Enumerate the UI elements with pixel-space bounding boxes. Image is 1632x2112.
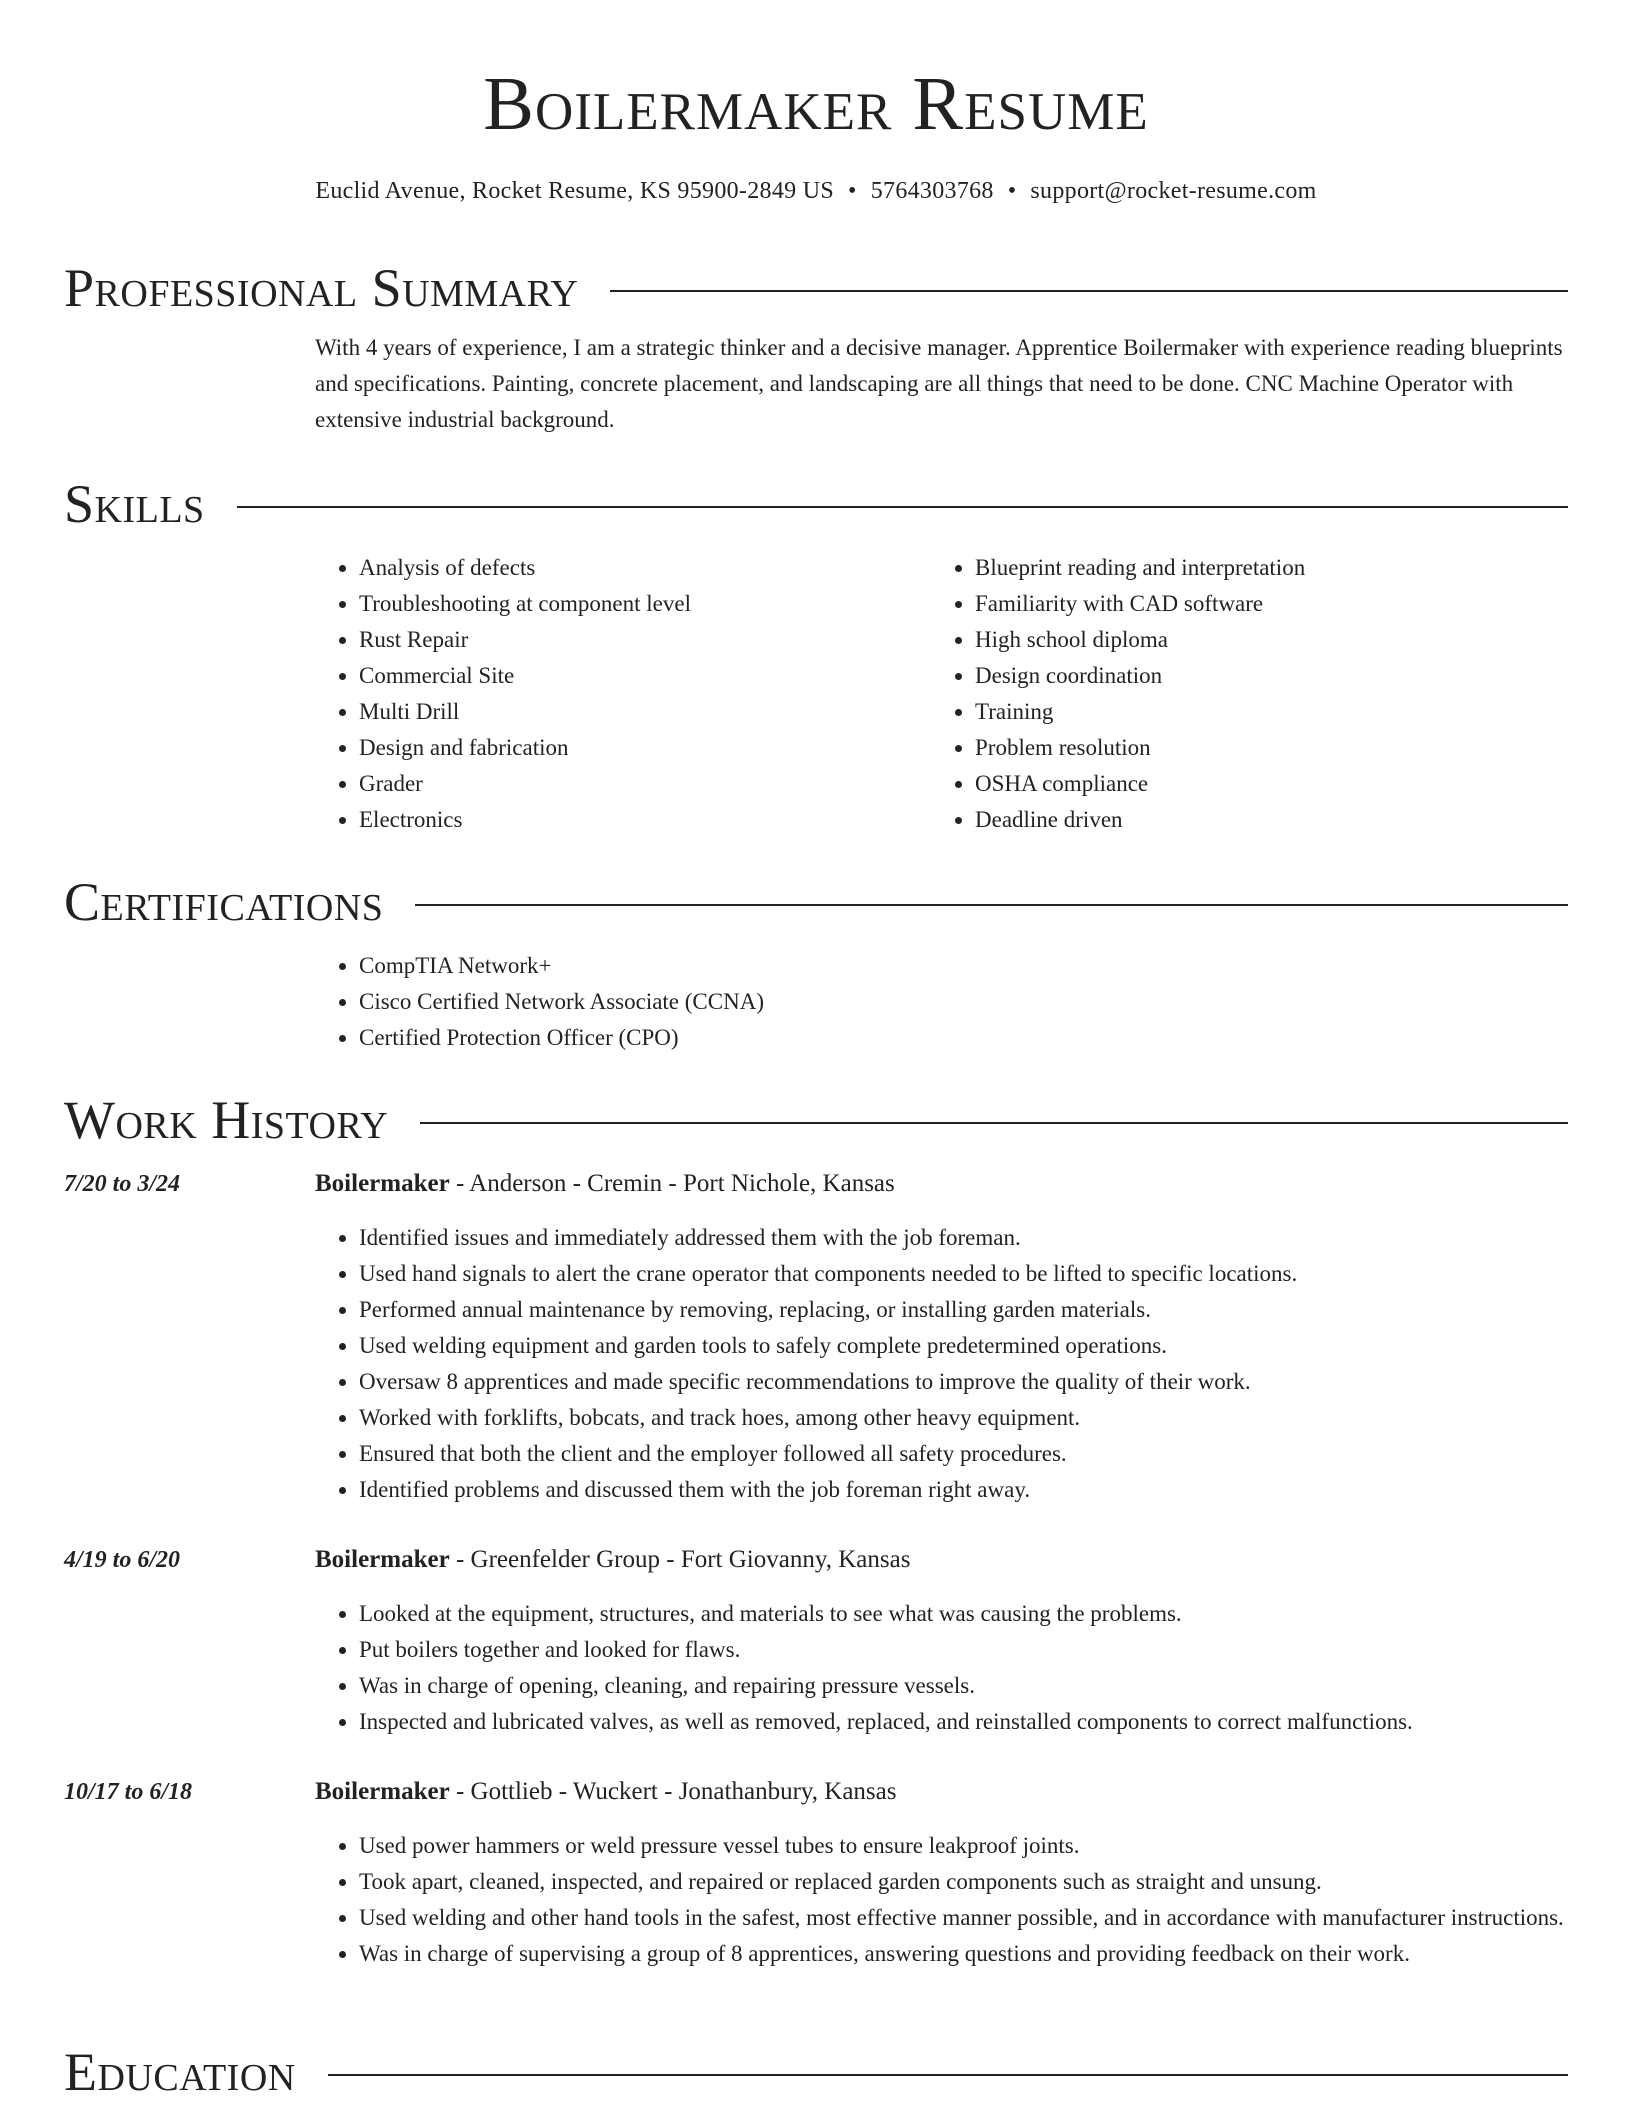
separator: • bbox=[1007, 178, 1017, 204]
resume-title: Boilermaker Resume bbox=[483, 62, 1149, 146]
section-header bbox=[64, 870, 1568, 934]
job-dates: 10/17 to 6/18 bbox=[64, 1779, 193, 1805]
section-header bbox=[64, 1088, 1568, 1152]
job-bullet: • Was in charge of opening, cleaning, and repairing pressure vessels. bbox=[359, 1668, 1568, 1704]
section-header bbox=[64, 2040, 1568, 2104]
job-header bbox=[315, 1166, 1568, 1202]
skill-item: • Multi Drill bbox=[359, 694, 931, 730]
skill-item: • Blueprint reading and interpretation bbox=[975, 550, 1547, 586]
job-bullet: • Identified problems and discussed them with the job foreman right away. bbox=[359, 1472, 1568, 1508]
job-details: - Gottlieb - Wuckert - Jonathanbury, Kansas bbox=[449, 1778, 897, 1805]
skill-item: • OSHA compliance bbox=[975, 766, 1547, 802]
job-dates: 7/20 to 3/24 bbox=[64, 1171, 181, 1197]
job-dates: 4/19 to 6/20 bbox=[64, 1547, 181, 1573]
job-bullet: • Performed annual maintenance by removing, replacing, or installing garden materials. bbox=[359, 1292, 1568, 1328]
job-bullets bbox=[315, 1596, 1568, 1740]
certification-item: • Certified Protection Officer (CPO) bbox=[359, 1020, 1568, 1056]
job-role: Boilermaker bbox=[315, 1170, 450, 1197]
skill-item: • Electronics bbox=[359, 802, 931, 838]
job-role: Boilermaker bbox=[315, 1778, 450, 1805]
skill-item: • Problem resolution bbox=[975, 730, 1547, 766]
job-bullet: • Put boilers together and looked for flaws. bbox=[359, 1632, 1568, 1668]
skill-item: • Design and fabrication bbox=[359, 730, 931, 766]
section-divider bbox=[420, 1122, 1568, 1124]
job-header bbox=[315, 1542, 1568, 1578]
job-entry bbox=[64, 1542, 1568, 1740]
section-header bbox=[64, 256, 1568, 320]
skill-item: • Troubleshooting at component level bbox=[359, 586, 931, 622]
certifications-list bbox=[315, 948, 1568, 1056]
section-divider bbox=[415, 904, 1568, 906]
skill-item: • Design coordination bbox=[975, 658, 1547, 694]
job-bullet: • Took apart, cleaned, inspected, and repaired or replaced garden components such as straight and unsung. bbox=[359, 1864, 1568, 1900]
section-title: Work History bbox=[64, 1090, 389, 1150]
summary-section bbox=[64, 256, 1568, 438]
skill-item: • Analysis of defects bbox=[359, 550, 931, 586]
job-role: Boilermaker bbox=[315, 1546, 450, 1573]
skill-item: • High school diploma bbox=[975, 622, 1547, 658]
work-history-section bbox=[64, 1088, 1568, 1972]
address: Euclid Avenue, Rocket Resume, KS 95900-2849 US bbox=[315, 178, 835, 204]
job-bullets bbox=[315, 1828, 1568, 1972]
skills-column-right bbox=[931, 550, 1547, 838]
education-section bbox=[64, 2040, 1568, 2104]
section-divider bbox=[610, 290, 1568, 292]
email: support@rocket-resume.com bbox=[1030, 178, 1317, 204]
skill-item: • Deadline driven bbox=[975, 802, 1547, 838]
section-title: Professional Summary bbox=[64, 258, 579, 318]
certifications-section bbox=[64, 870, 1568, 1056]
certification-item: • CompTIA Network+ bbox=[359, 948, 1568, 984]
separator: • bbox=[848, 178, 857, 204]
skill-item: • Grader bbox=[359, 766, 931, 802]
job-bullet: • Looked at the equipment, structures, and materials to see what was causing the problems. bbox=[359, 1596, 1568, 1632]
skill-item: • Training bbox=[975, 694, 1547, 730]
skills-section bbox=[64, 472, 1568, 838]
job-bullet: • Used power hammers or weld pressure vessel tubes to ensure leakproof joints. bbox=[359, 1828, 1568, 1864]
skill-item: • Commercial Site bbox=[359, 658, 931, 694]
job-details: - Anderson - Cremin - Port Nichole, Kansas bbox=[449, 1170, 895, 1197]
contact-line bbox=[0, 176, 1632, 206]
job-bullet: • Used welding and other hand tools in the safest, most effective manner possible, and in accordance with manufacturer instructions. bbox=[359, 1900, 1568, 1936]
skills-grid bbox=[315, 550, 1568, 838]
summary-text: With 4 years of experience, I am a strategic thinker and a decisive manager. Apprentice Boilermaker with experience reading blueprints and specifications. Painting, concrete placement, and landscaping are all things that need to be done. CNC Machine Operator with extensive industrial background. bbox=[315, 335, 1563, 432]
job-bullet: • Ensured that both the client and the employer followed all safety procedures. bbox=[359, 1436, 1568, 1472]
job-header bbox=[315, 1774, 1568, 1810]
skill-item: • Familiarity with CAD software bbox=[975, 586, 1547, 622]
job-bullet: • Used welding equipment and garden tools to safely complete predetermined operations. bbox=[359, 1328, 1568, 1364]
phone: 5764303768 bbox=[870, 178, 994, 204]
job-bullet: • Identified issues and immediately addressed them with the job foreman. bbox=[359, 1220, 1568, 1256]
skill-item: • Rust Repair bbox=[359, 622, 931, 658]
section-title: Certifications bbox=[64, 872, 384, 932]
job-bullet: • Oversaw 8 apprentices and made specific recommendations to improve the quality of their work. bbox=[359, 1364, 1568, 1400]
section-divider bbox=[328, 2074, 1568, 2076]
job-bullet: • Inspected and lubricated valves, as well as removed, replaced, and reinstalled components to correct malfunctions. bbox=[359, 1704, 1568, 1740]
job-bullets bbox=[315, 1220, 1568, 1508]
section-title: Skills bbox=[64, 474, 205, 534]
section-title: Education bbox=[64, 2042, 296, 2102]
job-details: - Greenfelder Group - Fort Giovanny, Kansas bbox=[449, 1546, 911, 1573]
section-divider bbox=[237, 506, 1568, 508]
job-bullet: • Was in charge of supervising a group of 8 apprentices, answering questions and providing feedback on their work. bbox=[359, 1936, 1568, 1972]
job-bullet: • Worked with forklifts, bobcats, and track hoes, among other heavy equipment. bbox=[359, 1400, 1568, 1436]
job-entry bbox=[64, 1774, 1568, 1972]
skills-column-left bbox=[315, 550, 931, 838]
job-entry bbox=[64, 1166, 1568, 1508]
job-bullet: • Used hand signals to alert the crane operator that components needed to be lifted to specific locations. bbox=[359, 1256, 1568, 1292]
certification-item: • Cisco Certified Network Associate (CCNA) bbox=[359, 984, 1568, 1020]
section-header bbox=[64, 472, 1568, 536]
